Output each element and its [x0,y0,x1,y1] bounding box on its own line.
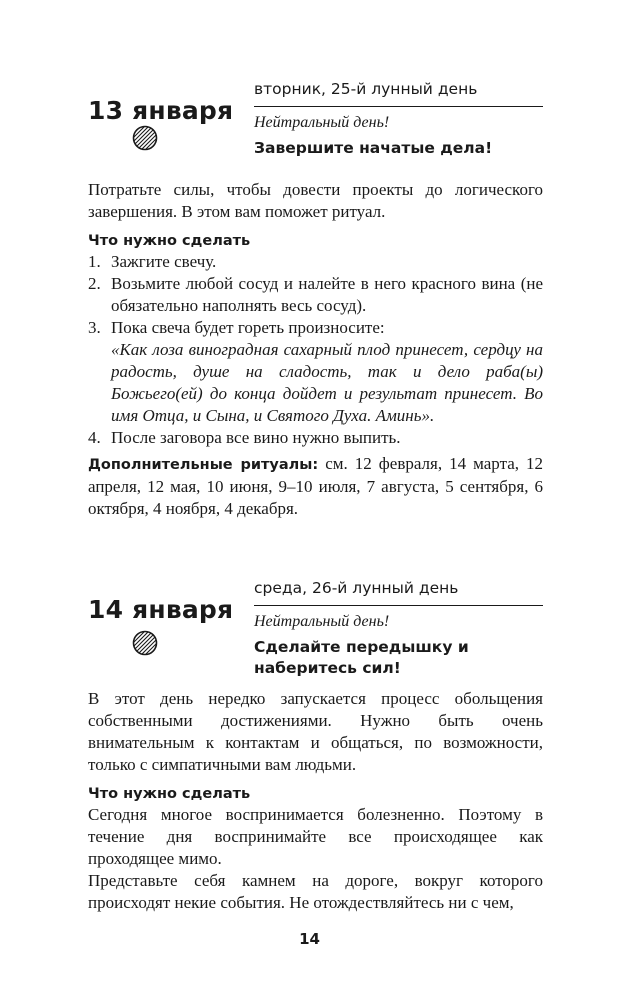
step-text: Пока свеча будет гореть произносите: [111,318,385,337]
list-item [88,317,543,427]
step-text: Зажгите свечу. [111,252,217,271]
day-motto: Завершите начатые дела! [254,139,493,157]
steps-list [88,251,543,449]
entry-13-january [88,79,543,520]
todo-heading: Что нужно сделать [88,233,251,249]
entry-date: 13 января [88,96,234,125]
todo-heading: Что нужно сделать [88,786,251,802]
list-item [88,427,543,449]
additional-rituals-label: Дополнительные ритуалы: [88,457,319,473]
step-text: Возьмите любой сосуд и налейте в него красного вина (не обязательно наполнять весь сосуд). [111,274,543,315]
entry-date: 14 января [88,595,234,624]
entry-header [88,578,543,688]
step-number: 1. [88,252,101,271]
intro-paragraph: В этот день нередко запускается процесс обольщения собственными достижениями. Нужно быть очень внимательным к контактам и общаться, по возможности, только с симпатичными вам людьми. [88,689,543,774]
page-number: 14 [299,930,320,948]
body-paragraph: Сегодня многое воспринимается болезненно. Поэтому в течение дня воспринимайте все происходящее как проходящее мимо. [88,805,543,868]
day-motto: Сделайте передышку и наберитесь сил! [254,638,469,677]
day-type: Нейтральный день! [254,114,390,131]
list-item [88,273,543,317]
intro-paragraph: Потратьте силы, чтобы довести проекты до логического завершения. В этом вам поможет ритуал. [88,180,543,221]
step-number: 2. [88,274,101,293]
entry-body [88,179,543,520]
entry-header [88,79,543,179]
prayer-text: «Как лоза виноградная сахарный плод принесет, сердцу на радость, душе на сладость, так и дело раба(ы) Божьего(ей) до конца дойдет и результат принесет. Во имя Отца, и Сына, и Святого Духа. Аминь». [111,340,543,425]
step-number: 3. [88,318,101,337]
waning-moon-hatched-icon [132,630,158,656]
day-info [254,79,543,159]
step-number: 4. [88,428,101,447]
weekday-lunar-day: среда, 26-й лунный день [254,578,543,606]
step-text: После заговора все вино нужно выпить. [111,428,401,447]
list-item [88,251,543,273]
body-paragraph: Представьте себя камнем на дороге, вокруг которого происходят некие события. Не отождествляйтесь ни с чем, [88,871,543,912]
day-type: Нейтральный день! [254,613,390,630]
day-info [254,578,543,679]
weekday-lunar-day: вторник, 25-й лунный день [254,79,543,107]
additional-rituals-dates: см. 12 февраля, 14 марта, 12 апреля, 12 мая, 10 июня, 9–10 июля, 7 августа, 5 сентября, 6 октября, 4 ноября, 4 декабря. [88,454,544,518]
waning-moon-hatched-icon [132,125,158,151]
entry-body [88,688,543,914]
additional-rituals [88,453,543,520]
entry-14-january [88,578,543,914]
